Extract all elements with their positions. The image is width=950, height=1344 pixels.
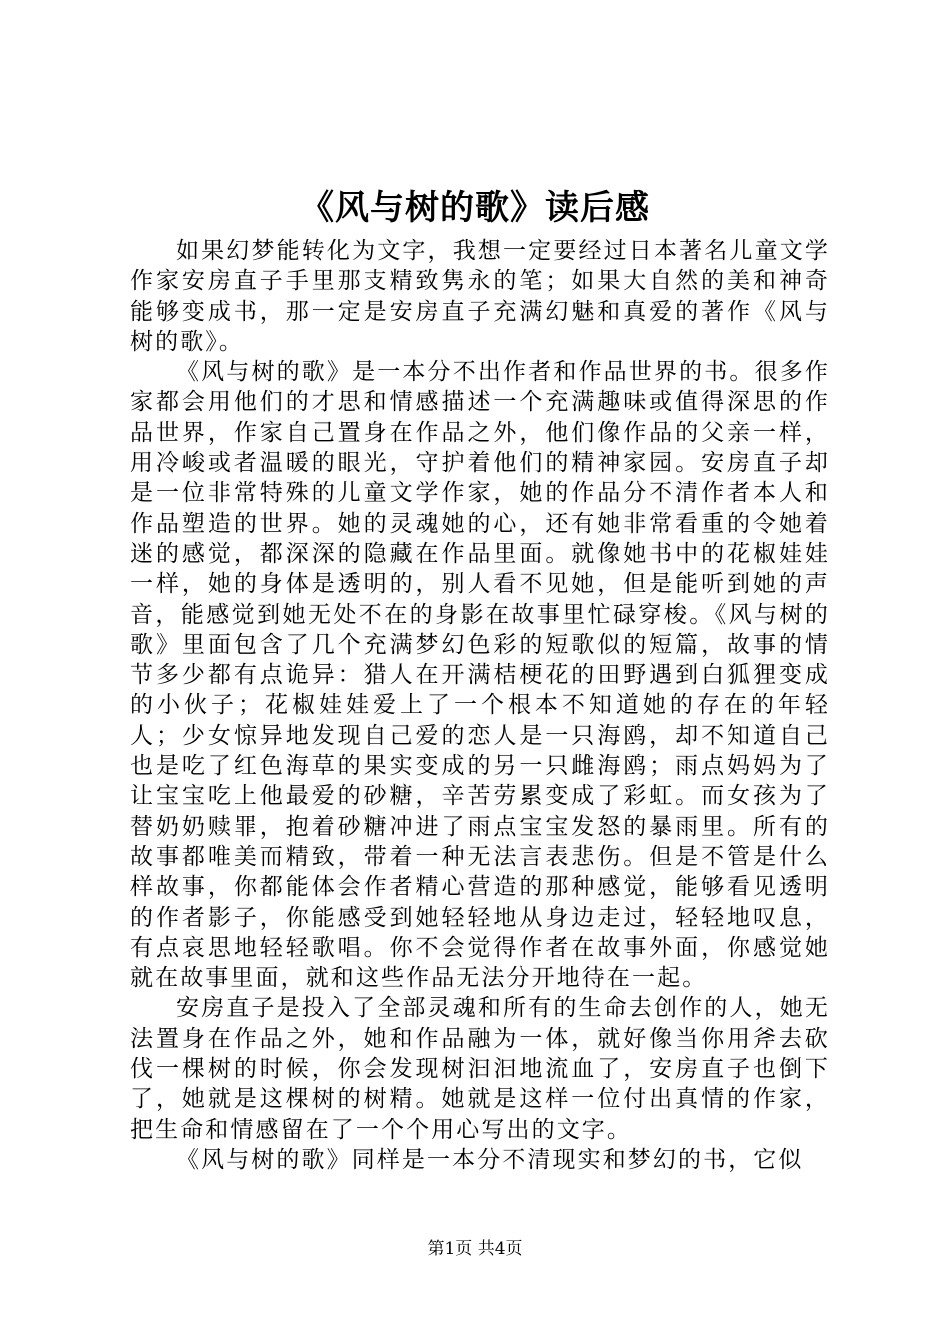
paragraph-3: 安房直子是投入了全部灵魂和所有的生命去创作的人，她无法置身在作品之外，她和作品融为一体，就好像当你用斧去砍伐一棵树的时候，你会发现树汩汩地流血了，安房直子也倒下了，她就是这棵树的树精。她就是这样一位付出真情的作家，把生命和情感留在了一个个用心写出的文字。 <box>130 995 830 1143</box>
page-footer: 第1页 共4页 <box>427 1239 523 1259</box>
paragraph-1: 如果幻梦能转化为文字，我想一定要经过日本著名儿童文学作家安房直子手里那支精致隽永的笔；如果大自然的美和神奇能够变成书，那一定是安房直子充满幻魅和真爱的著作《风与树的歌》。 <box>130 238 830 355</box>
document-body <box>130 236 830 1175</box>
document-title: 《风与树的歌》读后感 <box>300 188 650 228</box>
paragraph-4: 《风与树的歌》同样是一本分不清现实和梦幻的书，它似 <box>176 1146 804 1173</box>
paragraph-2: 《风与树的歌》是一本分不出作者和作品世界的书。很多作家都会用他们的才思和情感描述一个充满趣味或值得深思的作品世界，作家自己置身在作品之外，他们像作品的父亲一样，用冷峻或者温暖的眼光，守护着他们的精神家园。安房直子却是一位非常特殊的儿童文学作家，她的作品分不清作者本人和作品塑造的世界。她的灵魂她的心，还有她非常看重的令她着迷的感觉，都深深的隐藏在作品里面。就像她书中的花椒娃娃一样，她的身体是透明的，别人看不见她，但是能听到她的声音，能感觉到她无处不在的身影在故事里忙碌穿梭。《风与树的歌》里面包含了几个充满梦幻色彩的短歌似的短篇，故事的情节多少都有点诡异：猎人在开满桔梗花的田野遇到白狐狸变成的小伙子；花椒娃娃爱上了一个根本不知道她的存在的年轻人；少女惊异地发现自己爱的恋人是一只海鸥，却不知道自己也是吃了红色海草的果实变成的另一只雌海鸥；雨点妈妈为了让宝宝吃上他最爱的砂糖，辛苦劳累变成了彩虹。而女孩为了替奶奶赎罪，抱着砂糖冲进了雨点宝宝发怒的暴雨里。所有的故事都唯美而精致，带着一种无法言表悲伤。但是不管是什么样故事，你都能体会作者精心营造的那种感觉，能够看见透明的作者影子，你能感受到她轻轻地从身边走过，轻轻地叹息，有点哀思地轻轻歌唱。你不会觉得作者在故事外面，你感觉她就在故事里面，就和这些作品无法分开地待在一起。 <box>130 359 830 992</box>
